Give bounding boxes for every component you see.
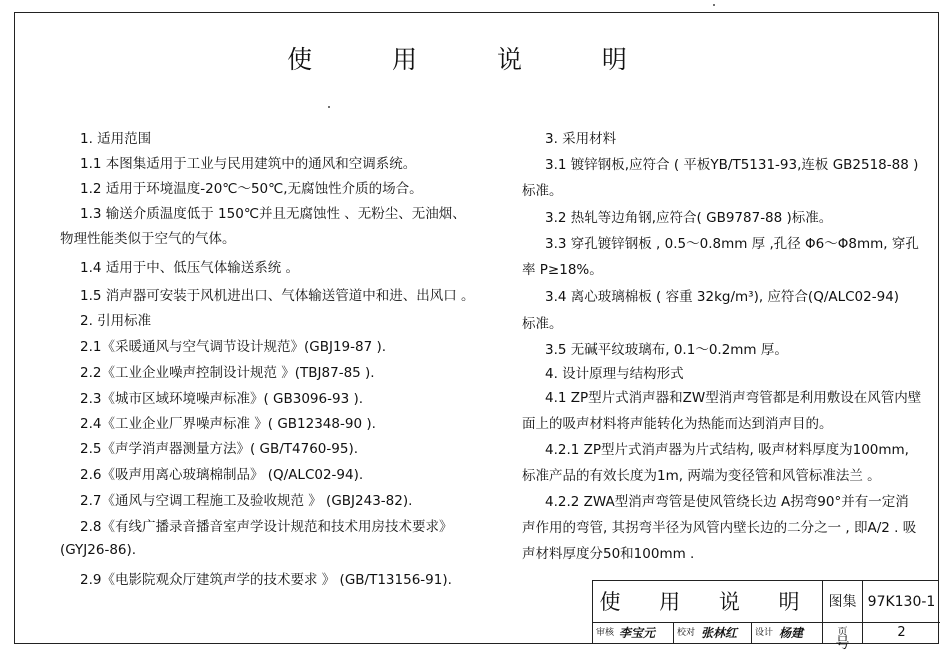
text-line: 1. 适用范围: [80, 131, 152, 147]
text-line: 3.3 穿孔镀锌钢板 , 0.5～0.8mm 厚 ,孔径 Φ6～Φ8mm, 穿孔: [545, 236, 919, 252]
atlas-number: 97K130-1: [863, 581, 940, 623]
text-line: 2.7《通风与空调工程施工及验收规范 》 (GBJ243-82).: [80, 493, 413, 509]
title-block: [592, 580, 939, 652]
review-label: 审核: [596, 628, 615, 638]
text-line: 1.5 消声器可安装于风机进出口、气体输送管道中和进、出风口 。: [80, 288, 475, 304]
text-line: 4. 设计原理与结构形式: [545, 366, 684, 382]
text-line: 标准产品的有效长度为1m, 两端为变径管和风管标准法兰 。: [522, 468, 881, 484]
check-signature: 张林红: [701, 626, 738, 640]
text-line: 3.2 热轧等边角钢,应符合( GB9787-88 )标准。: [545, 210, 833, 226]
text-line: 2.1《采暖通风与空气调节设计规范》(GBJ19-87 ).: [80, 339, 387, 355]
text-line: 3.1 镀锌钢板,应符合 ( 平板YB/T5131-93,连板 GB2518-88 ): [545, 157, 919, 173]
text-line: 3.4 离心玻璃棉板 ( 容重 32kg/m³), 应符合(Q/ALC02-94): [545, 289, 900, 305]
text-line: 3. 采用材料: [545, 131, 617, 147]
scan-speck: [713, 4, 715, 6]
text-line: 2.4《工业企业厂界噪声标准 》( GB12348-90 ).: [80, 416, 376, 432]
text-line: 1.4 适用于中、低压气体输送系统 。: [80, 260, 300, 276]
review-signature: 李宝元: [619, 626, 656, 640]
design-signature: 杨建: [779, 626, 804, 640]
atlas-number-label: 图集号: [823, 581, 863, 623]
page-number: 2: [897, 625, 906, 640]
text-line: 1.1 本图集适用于工业与民用建筑中的通风和空调系统。: [80, 156, 417, 172]
scan-speck: [328, 106, 330, 108]
title-block-title: 使 用 说 明: [593, 581, 823, 623]
check-label: 校对: [673, 623, 695, 643]
text-line: 1.2 适用于环境温度-20℃～50℃,无腐蚀性介质的场合。: [80, 181, 423, 197]
text-line: 2. 引用标准: [80, 313, 152, 329]
text-line: 物理性能类似于空气的气体。: [60, 231, 236, 247]
page-title: 使 用 说 明: [287, 45, 663, 74]
text-line: 2.8《有线广播录音播音室声学设计规范和技术用房技术要求》: [80, 519, 453, 535]
text-line: 4.2.1 ZP型片式消声器为片式结构, 吸声材料厚度为100mm,: [545, 442, 909, 458]
text-line: 标准。: [522, 316, 563, 332]
text-line: 2.5《声学消声器测量方法》( GB/T4760-95).: [80, 441, 359, 457]
text-line: 2.6《吸声用离心玻璃棉制品》 (Q/ALC02-94).: [80, 467, 364, 483]
text-line: 标准。: [522, 183, 563, 199]
text-line: 声材料厚度分50和100mm .: [522, 546, 695, 562]
text-line: 4.2.2 ZWA型消声弯管是使风管绕长边 A拐弯90°并有一定消: [545, 494, 909, 510]
text-line: 2.3《城市区域环境噪声标准》( GB3096-93 ).: [80, 391, 364, 407]
text-line: 声作用的弯管, 其拐弯半径为风管内壁长边的二分之一 , 即A/2 . 吸: [522, 520, 917, 536]
drawing-frame: [14, 12, 939, 644]
design-label: 设计: [751, 623, 773, 643]
text-line: 2.9《电影院观众厅建筑声学的技术要求 》 (GB/T13156-91).: [80, 572, 452, 588]
text-line: 率 P≥18%。: [522, 262, 603, 278]
text-line: (GYJ26-86).: [60, 542, 137, 558]
text-line: 面上的吸声材料将声能转化为热能而达到消声目的。: [522, 416, 833, 432]
signature-row: [593, 623, 823, 643]
text-line: 3.5 无碱平纹玻璃布, 0.1～0.2mm 厚。: [545, 342, 788, 358]
text-line: 2.2《工业企业噪声控制设计规范 》(TBJ87-85 ).: [80, 365, 375, 381]
text-line: 1.3 输送介质温度低于 150℃并且无腐蚀性 、无粉尘、无油烟、: [80, 206, 466, 222]
text-line: 4.1 ZP型片式消声器和ZW型消声弯管都是利用敷设在风管内壁: [545, 390, 922, 406]
page-label: 页: [823, 623, 863, 643]
